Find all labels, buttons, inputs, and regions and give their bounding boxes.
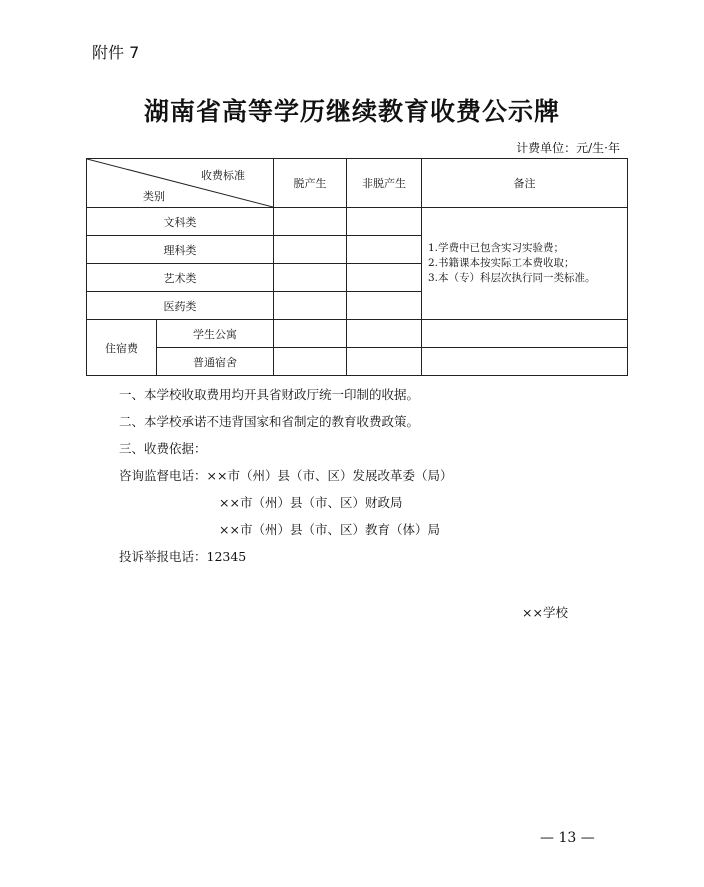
header-category: 类别 [143,190,165,203]
header-fee-standard: 收费标准 [201,169,245,182]
statements-block [119,381,452,570]
col-full-time: 脱产生 [274,159,347,208]
row-category-label: 艺术类 [87,264,274,292]
consult-label: 咨询监督电话： [119,468,207,483]
consult-line: ××市（州）县（市、区）教育（体）局 [219,522,440,537]
cell-full-time [274,236,347,264]
school-signature: ××学校 [522,605,568,620]
note-line: 2.书籍课本按实际工本费收取； [428,257,575,269]
statement-line: 一、本学校收取费用均开具省财政厅统一印制的收据。 [119,387,420,402]
consult-line: ××市（州）县（市、区）发展改革委（局） [206,468,453,483]
notes-cell [422,208,628,320]
col-notes: 备注 [422,159,628,208]
attachment-label: 附件 7 [92,43,140,62]
statement-line: 三、收费依据： [119,441,207,456]
cell-part-time [347,320,422,348]
statement-line: 二、本学校承诺不违背国家和省制定的教育收费政策。 [119,414,420,429]
row-category-label: 医药类 [87,292,274,320]
col-part-time: 非脱产生 [347,159,422,208]
complaint-line: 投诉举报电话：12345 [119,549,247,564]
row-category-label: 文科类 [87,208,274,236]
cell-part-time [347,264,422,292]
consult-line: ××市（州）县（市、区）财政局 [219,495,403,510]
cell-full-time [274,292,347,320]
note-line: 1.学费中已包含实习实验费； [428,242,565,254]
consult-row [119,462,452,489]
cell-full-time [274,320,347,348]
diagonal-header-cell [87,159,274,208]
lodging-type-label: 学生公寓 [157,320,274,348]
lodging-type-label: 普通宿舍 [157,348,274,376]
cell-full-time [274,208,347,236]
cell-full-time [274,348,347,376]
document-title: 湖南省高等学历继续教育收费公示牌 [143,97,560,126]
fee-table [86,158,628,376]
cell-part-time [347,208,422,236]
cell-notes [422,348,628,376]
note-line: 3.本（专）科层次执行同一类标准。 [428,272,596,284]
cell-part-time [347,292,422,320]
page-number: — 13 — [540,830,595,846]
cell-full-time [274,264,347,292]
cell-part-time [347,348,422,376]
lodging-label: 住宿费 [87,320,157,376]
billing-unit: 计费单位：元/生·年 [516,141,620,155]
cell-part-time [347,236,422,264]
cell-notes [422,320,628,348]
diagonal-line [87,159,273,207]
row-category-label: 理科类 [87,236,274,264]
